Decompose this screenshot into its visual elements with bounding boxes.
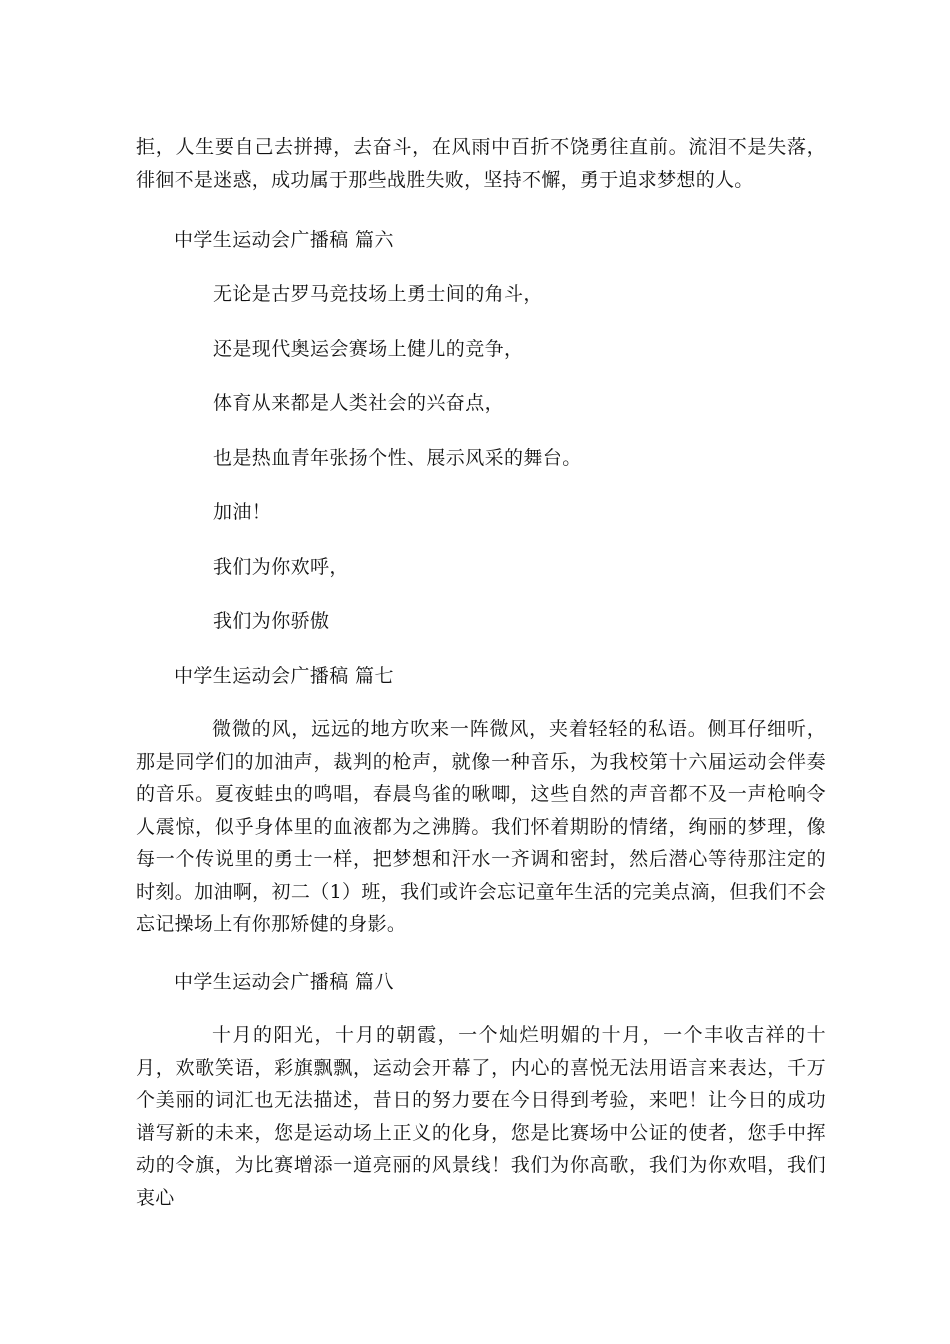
section-7-paragraph: 微微的风，远远的地方吹来一阵微风，夹着轻轻的私语。侧耳仔细听，那是同学们的加油声，裁判的枪声，就像一种音乐，为我校第十六届运动会伴奏的音乐。夏夜蛙虫的鸣唱，春晨鸟雀的啾唧，这些自然的声音都不及一声枪响令人震惊，似乎身体里的血液都为之沸腾。我们怀着期盼的情绪，绚丽的梦理，像每一个传说里的勇士一样，把梦想和汗水一齐调和密封，然后潜心等待那注定的时刻。加油啊，初二（1）班，我们或许会忘记童年生活的完美点滴，但我们不会忘记操场上有你那矫健的身影。	[136, 718, 826, 935]
section-title-7: 中学生运动会广播稿 篇七	[174, 665, 394, 687]
verse-line: 加油！	[213, 501, 272, 523]
section-title-8: 中学生运动会广播稿 篇八	[174, 971, 394, 993]
verse-line: 我们为你骄傲	[213, 610, 330, 632]
section-title-6: 中学生运动会广播稿 篇六	[174, 229, 394, 251]
section-8-paragraph: 十月的阳光，十月的朝霞，一个灿烂明媚的十月，一个丰收吉祥的十月，欢歌笑语，彩旗飘飘，运动会开幕了，内心的喜悦无法用语言来表达，千万个美丽的词汇也无法描述，昔日的努力要在今日得到考验，来吧！让今日的成功谱写新的未来，您是运动场上正义的化身，您是比赛场中公证的使者，您手中挥动的令旗，为比赛增添一道亮丽的风景线！我们为你高歌，我们为你欢唱，我们衷心	[136, 1024, 826, 1209]
verse-line: 我们为你欢呼，	[213, 556, 349, 578]
verse-line: 体育从来都是人类社会的兴奋点，	[213, 392, 505, 414]
verse-line: 还是现代奥运会赛场上健儿的竞争，	[213, 338, 524, 360]
verse-line: 也是热血青年张扬个性、展示风采的舞台。	[213, 447, 582, 469]
intro-paragraph: 拒，人生要自己去拼搏，去奋斗，在风雨中百折不饶勇往直前。流泪不是失落，徘徊不是迷惑，成功属于那些战胜失败，坚持不懈，勇于追求梦想的人。	[136, 136, 826, 191]
verse-line: 无论是古罗马竞技场上勇士间的角斗，	[213, 283, 543, 305]
